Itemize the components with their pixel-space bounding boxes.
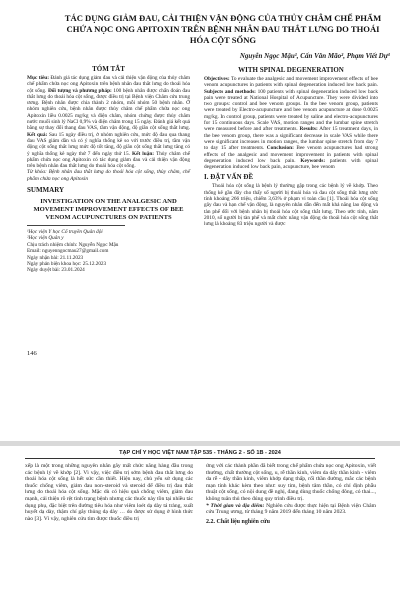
summary-text: Bee venom acupunctures had strong effects of the analgesic and movement improvement in patients with spinal degeneration induced low back pain. [204, 145, 379, 164]
body-paragraph [206, 503, 376, 516]
divider [27, 225, 125, 226]
abstract-text: Sau 15 ngày điều trị, ở nhóm nghiên cứu, mức độ đau qua thang đau VAS giảm dần và có ý nghĩa thống kê so với trước điều trị, tầm vận động cột sống thắt lưng mức độ tốt tăng, độ giãn cột sống thắt lưng tăng có ý nghĩa thống kê ngày thứ 7 đến ngày thứ 15. [27, 131, 190, 157]
date-received: Ngày nhận bài: 21.11.2023 [27, 254, 84, 261]
date-reviewed: Ngày phản biện khoa học: 25.12.2023 [27, 261, 107, 268]
abstract-text: Đánh giá tác dụng giảm đau và cải thiện vận động của thủy châm chế phẩm chứa nọc ong Apitoxin trên bệnh nhân đau thắt lưng do thoái hóa cột sống. [27, 75, 191, 94]
left-column [27, 65, 190, 274]
abstract-text: Thủy châm chế phẩm chứa nọc ong Apitoxin có tác dụng giảm đau và cải thiện vận động trên bệnh nhân đau thắt lưng do thoái hóa cột sống. [27, 150, 191, 170]
abstract-label: Mục tiêu: [27, 75, 50, 81]
time-place-text: Nghiên cứu được thực hiện tại Bệnh viện Châm cứu Trung ương, từ tháng 9 năm 2019 đến tháng 10 năm 2023. [206, 502, 376, 516]
abstract-paragraph [27, 75, 190, 169]
abstract-text: 100 bệnh nhân được chẩn đoán đau thắt lưng do thoái hóa cột sống, được điều trị tại Bệnh viện Châm cứu trung ương. Bệnh nhân được chia thành 2 nhóm, mỗi nhóm 50 bệnh nhân. Ở nhóm nghiên cứu, bệnh nhân được thủy châm chế phẩm chứa nọc ong Apitoxin liều 0.0025 mg/kg và điện châm, nhóm chứng được thủy châm nước muối sinh lý NaCl 0,9% và điện châm trong 15 ngày. Đánh giá kết quả bằng sự thay đổi thang đau VAS, tầm vận động, độ giãn cột sống thắt lưng. [27, 87, 190, 132]
summary-text: 100 patients with spinal degeneration induced low back pain were treated at National Hospital of Acupuncture. They were divided into two groups: control and bee venom groups. In the bee venom group, patients were treated by Electro-acupuncture and bee venom acupuncture at dose 0.0025 mg/kg. In control group, patients were treated by saline and electro-acupunctures for 15 continuous days. Scale VAS, motion ranges and the lumbar spine stretch were measured before and after treatments. [204, 88, 378, 133]
summary-label: Objectives: [204, 76, 230, 82]
summary-label: Results: [299, 126, 318, 133]
summary-label: Keywords: [300, 157, 326, 164]
abstract-label: Kết quả: [27, 131, 48, 138]
summary-heading: SUMMARY [27, 186, 65, 195]
english-title: INVESTIGATION ON THE ANALGESIC AND MOVEMENT IMPROVEMENT EFFECTS OF BEE VENOM ACUPUNCTURES ON PATIENTS [33, 198, 184, 222]
right-column [204, 66, 378, 228]
summary-text: To evaluate the analgesic and movement improvement effects of bee venom acupunctures in patients with spinal degeneration induced low back pain. [204, 76, 378, 89]
authors: Nguyễn Ngọc Mậu¹, Cấn Văn Mão², Phạm Viết Dự¹ [239, 52, 390, 60]
summary-label: Conclusion: [266, 145, 294, 152]
english-title-continued: WITH SPINAL DEGENERATION [238, 66, 344, 74]
abstract-label: Kết luận: [132, 150, 155, 157]
affiliation: ²Học viện Quân y [27, 235, 64, 242]
right-column [206, 463, 376, 527]
body-paragraph: xếp là một trong những nguyên nhân gây mất chức năng hàng đầu trong các bệnh lý về khớp [2]. Vì vậy, việc điều trị sớm bệnh đau thắt lưng do thoái hóa cột sống là hết sức cần thiết. Hiện nay, chủ yếu sử dụng các thuốc chống viêm, giảm đau non-steroid và steroid để điều trị đau thắt lưng do thoái hóa cột sống. Mặc dù có hiệu quả chống viêm, giảm đau mạnh, cải thiện rõ rệt tình trạng bệnh nhưng các thuốc này tồn tại nhiều tác dụng phụ, đặc biệt trên đường tiêu hóa như viêm loét dạ dày tá tràng, xuất huyết dạ dày, thậm chí gây thủng dạ dày … do được sử dụng ở hình thức nào [3]. Vì vậy, nghiên cứu tìm được thuốc điều trị [25, 463, 193, 522]
journal-header: TẠP CHÍ Y HỌC VIỆT NAM TẬP 535 - THÁNG 2 - SỐ 1B - 2024 [25, 450, 375, 459]
body-paragraph: Thoái hóa cột sống là bệnh lý thường gặp trong các bệnh lý về khớp. Theo thống kê gần đây cho thấy số người bị thoái hóa và đau cột sống thắt lưng ước tính khoảng 266 triệu, chiếm 3,63% ở phạm vi toàn cầu [1]. Thoái hóa cột sống gây đau và hạn chế vận động, là nguyên nhân dẫn đến mất khả năng lao động và tàn phế đối với bệnh nhân bị thoái hóa cột sống thắt lưng. Theo ước tính, năm 2010, số người bị tàn phế và mất chức năng vận động do thoái hóa cột sống thắt lưng là khoảng 83 triệu người và được [204, 183, 378, 228]
left-column [25, 463, 193, 522]
affiliation: ¹Học viện Y học Cổ truyền Quân đội [27, 229, 103, 236]
summary-paragraph [204, 76, 378, 170]
summary-text: After 15 treatment days, in the bee venom group, there was a significant decrease in scale VAS while there were significant increases in motion ranges, the lumbar spine stretch from day 7 to day 15 after treatments. [204, 126, 378, 152]
page-number: 146 [27, 350, 37, 357]
contact-author: Chịu trách nhiệm chính: Nguyễn Ngọc Mậu [27, 241, 119, 248]
time-place-label: * Thời gian và địa điểm: [206, 502, 265, 509]
summary-text: patients with spinal degeneration induced low back pain, acupuncture, bee venom [204, 157, 378, 171]
contact-email: Email: nguyenngocmau27@gmail.com [27, 248, 109, 255]
abstract-label: Đối tượng và phương pháp: [47, 87, 112, 94]
section-heading: I. ĐẶT VẤN ĐỀ [204, 173, 254, 182]
date-accepted: Ngày duyệt bài: 23.01.2024 [27, 267, 85, 274]
summary-label: Subjects and methods: [204, 88, 256, 95]
article-title: TÁC DỤNG GIẢM ĐAU, CẢI THIỆN VẬN ĐỘNG CỦA THỦY CHÂM CHẾ PHẨM CHỨA NỌC ONG APITOXIN TRÊN BỆNH NHÂN ĐAU THẮT LƯNG DO THOÁI HÓA CỘT SỐNG [64, 13, 382, 45]
page-2 [0, 446, 400, 600]
abstract-heading: TÓM TẮT [92, 65, 125, 73]
subsection-heading: 2.2. Chất liệu nghiên cứu [206, 518, 270, 525]
body-paragraph: ứng với các thành phần đã biết trong chế phẩm chứa nọc ong Apitoxin, viết thường, chất thường cột sống, u, rễ thần kinh, viêm da dây thần kinh - viêm da rễ - dây thần kinh, viêm khớp dạng thấp, rối thần đường, mắc các bệnh mạn tính khác kèm theo như: suy tim, bệnh tâm thần, có chỉ định phẫu thuật cột sống, có nội dung đề nghị, đang dùng thuốc chống đông, có thai..., không tuân thủ theo đúng quy trình điều trị. [206, 463, 376, 502]
keywords-vn: Từ khóa: Bệnh nhân đau thắt lưng do thoái hóa cột sống, thủy châm, chế phẩm chứa nọc ong Apitoxin [27, 169, 190, 182]
